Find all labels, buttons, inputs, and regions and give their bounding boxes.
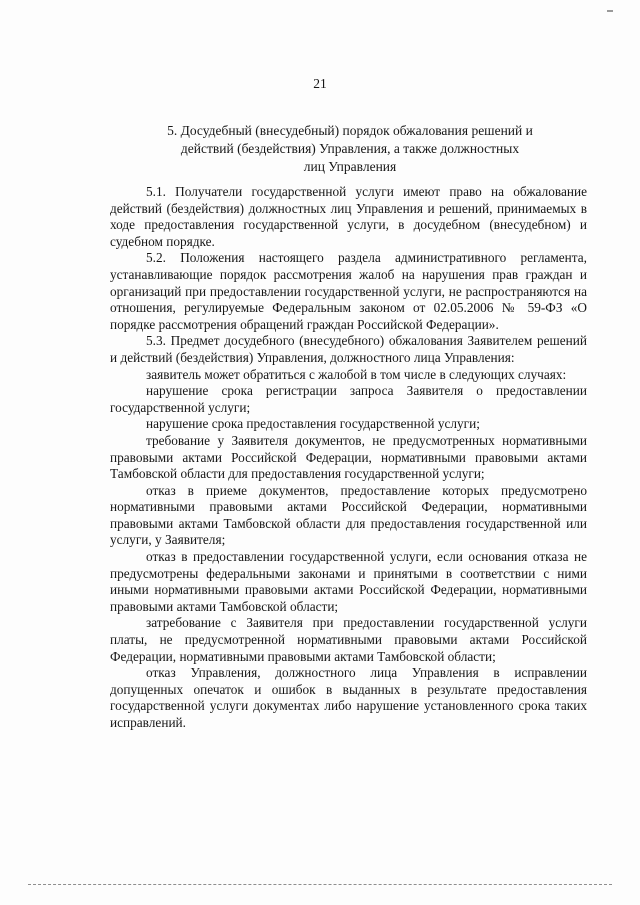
paragraph-5-1: 5.1. Получатели государственной услуги имеют право на обжалование действий (бездействия) должностных лиц Управления и решений, принимаемых в ходе предоставления государственной услуги, в досудебном (внесудебном) и судебном порядке. <box>110 184 587 249</box>
list-item: требование у Заявителя документов, не предусмотренных нормативными правовыми актами Российской Федерации, нормативными правовыми актами Тамбовской области для предоставления государственной услуги; <box>110 432 587 482</box>
section-body <box>110 184 587 732</box>
section-heading-line: 5. Досудебный (внесудебный) порядок обжалования решений и <box>167 123 533 138</box>
section-heading-line: действий (бездействия) Управления, а также должностных <box>180 141 520 156</box>
paragraph-5-2: 5.2. Положения настоящего раздела административного регламента, устанавливающие порядок рассмотрения жалоб на нарушения прав граждан и организаций при предоставлении государственной услуги, не распространяются на отношения, регулируемые Федеральным законом от 02.05.2006 № 59-ФЗ «О порядке рассмотрения обращений граждан Российской Федерации». <box>110 250 587 332</box>
scan-edge-line <box>28 884 612 885</box>
section-heading <box>150 122 550 176</box>
paragraph-complaint-cases: заявитель может обратиться с жалобой в том числе в следующих случаях: <box>146 366 567 382</box>
list-item: нарушение срока предоставления государственной услуги; <box>146 416 480 432</box>
list-item: отказ в приеме документов, предоставление которых предусмотрено нормативными правовыми актами Российской Федерации, нормативными правовыми актами Тамбовской области для предоставления государственной или услуги, у Заявителя; <box>110 482 587 548</box>
page-number: 21 <box>313 76 327 91</box>
list-item: отказ Управления, должностного лица Управления в исправлении допущенных опечаток и ошибок в выданных в результате предоставления государственной услуги документах либо нарушение установленного срока таких исправлений. <box>110 665 587 730</box>
paragraph-5-3: 5.3. Предмет досудебного (внесудебного) обжалования Заявителем решений и действий (бездействия) Управления, должностного лица Управления: <box>110 333 587 365</box>
list-item: отказ в предоставлении государственной услуги, если основания отказа не предусмотрены федеральными законами и принятыми в соответствии с ними иными нормативными правовыми актами Российской Федерации, нормативными правовыми актами Тамбовской области; <box>110 549 587 614</box>
section-heading-line: лиц Управления <box>303 159 397 174</box>
scan-mark <box>607 10 613 12</box>
list-item: нарушение срока регистрации запроса Заявителя о предоставлении государственной услуги; <box>110 383 587 415</box>
list-item: затребование с Заявителя при предоставлении государственной услуги платы, не предусмотренной нормативными правовыми актами Российской Федерации, нормативными правовыми актами Тамбовской области; <box>110 615 587 664</box>
